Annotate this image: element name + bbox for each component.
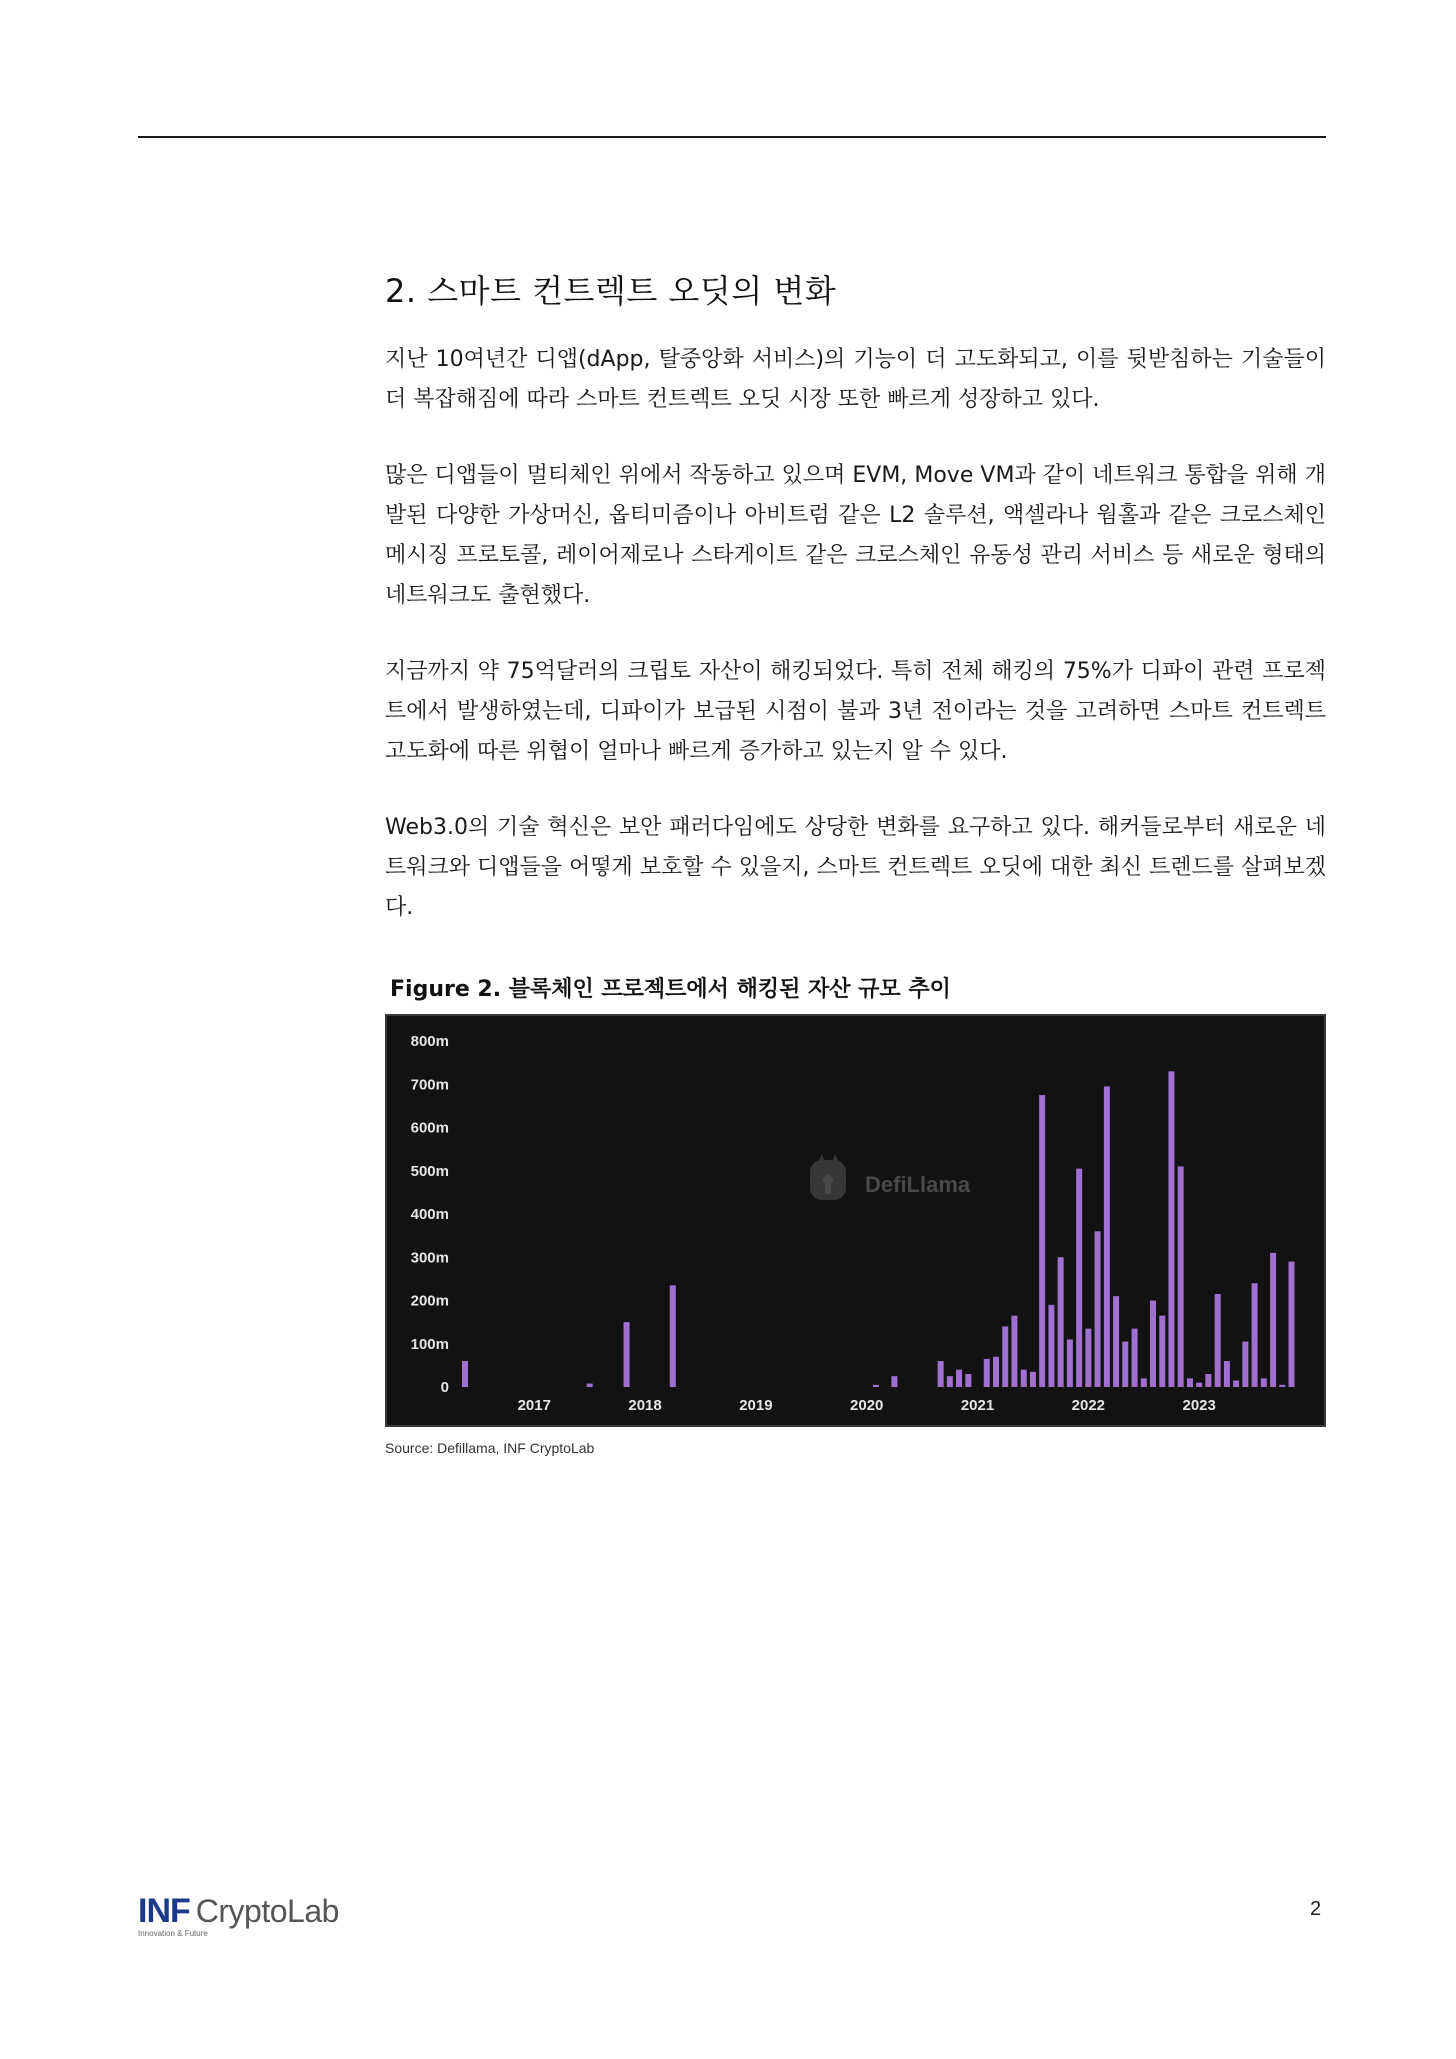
chart-bar xyxy=(1030,1372,1036,1387)
chart-bar xyxy=(1132,1329,1138,1387)
paragraph-4 xyxy=(385,808,1326,928)
x-tick-label: 2019 xyxy=(739,1397,773,1414)
inf-cryptolab-logo xyxy=(138,1892,339,1938)
y-tick-label: 0 xyxy=(440,1379,449,1396)
x-tick-label: 2020 xyxy=(850,1397,884,1414)
logo-lab-text: CryptoLab xyxy=(195,1893,339,1929)
chart-bar xyxy=(1002,1326,1008,1387)
logo-inf-text: INF xyxy=(138,1892,190,1930)
chart-bar xyxy=(1048,1305,1054,1387)
chart-bar xyxy=(462,1361,468,1387)
y-tick-label: 500m xyxy=(410,1162,449,1180)
chart-bar xyxy=(1252,1283,1258,1387)
chart-bar xyxy=(1215,1294,1221,1387)
chart-bar xyxy=(1159,1316,1165,1387)
chart-bar xyxy=(1242,1342,1248,1387)
y-tick-label: 300m xyxy=(410,1249,449,1267)
x-tick-label: 2018 xyxy=(628,1397,662,1414)
chart-bar xyxy=(873,1385,879,1387)
paragraph-text: 지금까지 약 75억달러의 크립토 자산이 해킹되었다. 특히 전체 해킹의 75%가 디파이 관련 프로젝트에서 발생하였는데, 디파이가 보급된 시점이 불과 3년 전이라는 것을 고려하면 스마트 컨트렉트 고도화에 따른 위협이 얼마나 빠르게 증가하고 있는지 알 수 있다. xyxy=(385,659,1326,764)
chart-bar xyxy=(1205,1374,1211,1387)
logo-wordmark xyxy=(138,1892,339,1931)
chart-bar xyxy=(956,1370,962,1387)
chart-bar xyxy=(1076,1169,1082,1387)
y-tick-label: 600m xyxy=(410,1119,449,1137)
chart-bar xyxy=(1233,1381,1239,1387)
chart-bar xyxy=(1039,1095,1045,1387)
chart-bar xyxy=(1261,1378,1267,1387)
figure-source: Source: Defillama, INF CryptoLab xyxy=(385,1440,595,1456)
paragraph-3 xyxy=(385,652,1326,772)
chart-bar xyxy=(1288,1262,1294,1387)
paragraph-1 xyxy=(385,340,1326,420)
paragraph-text: Web3.0의 기술 혁신은 보안 패러다임에도 상당한 변화를 요구하고 있다. 해커들로부터 새로운 네트워크와 디앱들을 어떻게 보호할 수 있을지, 스마트 컨트렉트 오딧에 대한 최신 트렌드를 살펴보겠다. xyxy=(385,815,1326,920)
x-tick-label: 2022 xyxy=(1071,1397,1106,1414)
chart-bar xyxy=(670,1285,676,1387)
chart-bar xyxy=(624,1322,630,1387)
chart-bar xyxy=(891,1376,897,1387)
chart-bar xyxy=(1067,1339,1073,1387)
paragraph-text: 많은 디앱들이 멀티체인 위에서 작동하고 있으며 EVM, Move VM과 같이 네트워크 통합을 위해 개발된 다양한 가상머신, 옵티미즘이나 아비트럼 같은 L2 솔루션, 액셀라나 웜홀과 같은 크로스체인 메시징 프로토콜, 레이어제로나 스타게이트 같은 크로스체인 유동성 관리 서비스 등 새로운 형태의 네트워크도 출현했다. xyxy=(385,463,1326,608)
chart-bar xyxy=(1168,1071,1174,1387)
chart-bar xyxy=(1150,1301,1156,1388)
watermark-text: DefiLlama xyxy=(865,1172,971,1197)
page-number: 2 xyxy=(1310,1898,1322,1920)
chart-bar xyxy=(1104,1086,1110,1387)
chart-bar xyxy=(984,1359,990,1387)
chart-bar xyxy=(1270,1253,1276,1387)
y-tick-label: 700m xyxy=(410,1076,449,1094)
chart-bar xyxy=(1122,1342,1128,1387)
x-tick-label: 2021 xyxy=(960,1397,995,1414)
y-tick-label: 800m xyxy=(410,1033,449,1050)
chart-bar xyxy=(1095,1231,1101,1387)
y-tick-label: 100m xyxy=(410,1335,449,1353)
chart-bar xyxy=(1196,1383,1202,1387)
hacked-assets-chart xyxy=(385,1014,1326,1427)
chart-bar xyxy=(1011,1316,1017,1387)
chart-bar xyxy=(1187,1378,1193,1387)
y-tick-label: 200m xyxy=(410,1292,449,1310)
y-axis xyxy=(411,1033,449,1396)
section-title: 2. 스마트 컨트렉트 오딧의 변화 xyxy=(385,272,837,310)
chart-bar xyxy=(938,1361,944,1387)
chart-bar xyxy=(587,1384,593,1387)
chart-bar xyxy=(1058,1257,1064,1387)
y-tick-label: 400m xyxy=(410,1206,449,1223)
x-tick-label: 2017 xyxy=(517,1397,551,1414)
chart-bar xyxy=(1224,1361,1230,1387)
paragraph-2 xyxy=(385,456,1326,616)
chart-bar xyxy=(1021,1370,1027,1387)
chart-bar xyxy=(947,1376,953,1387)
chart-background xyxy=(385,1014,1326,1427)
chart-bar xyxy=(1279,1385,1285,1387)
chart-bar xyxy=(993,1357,999,1387)
figure-caption: Figure 2. 블록체인 프로젝트에서 해킹된 자산 규모 추이 xyxy=(390,977,951,1002)
header-rule xyxy=(138,136,1326,138)
chart-bar xyxy=(1141,1378,1147,1387)
logo-tagline: Innovation & Future xyxy=(138,1929,208,1938)
x-tick-label: 2023 xyxy=(1182,1397,1216,1414)
chart-svg xyxy=(385,1014,1326,1427)
chart-bar xyxy=(965,1374,971,1387)
chart-bar xyxy=(1085,1329,1091,1387)
paragraph-text: 지난 10여년간 디앱(dApp, 탈중앙화 서비스)의 기능이 더 고도화되고, 이를 뒷받침하는 기술들이 더 복잡해짐에 따라 스마트 컨트렉트 오딧 시장 또한 빠르게 성장하고 있다. xyxy=(385,347,1326,412)
chart-bar xyxy=(1113,1296,1119,1387)
chart-bar xyxy=(1178,1166,1184,1387)
